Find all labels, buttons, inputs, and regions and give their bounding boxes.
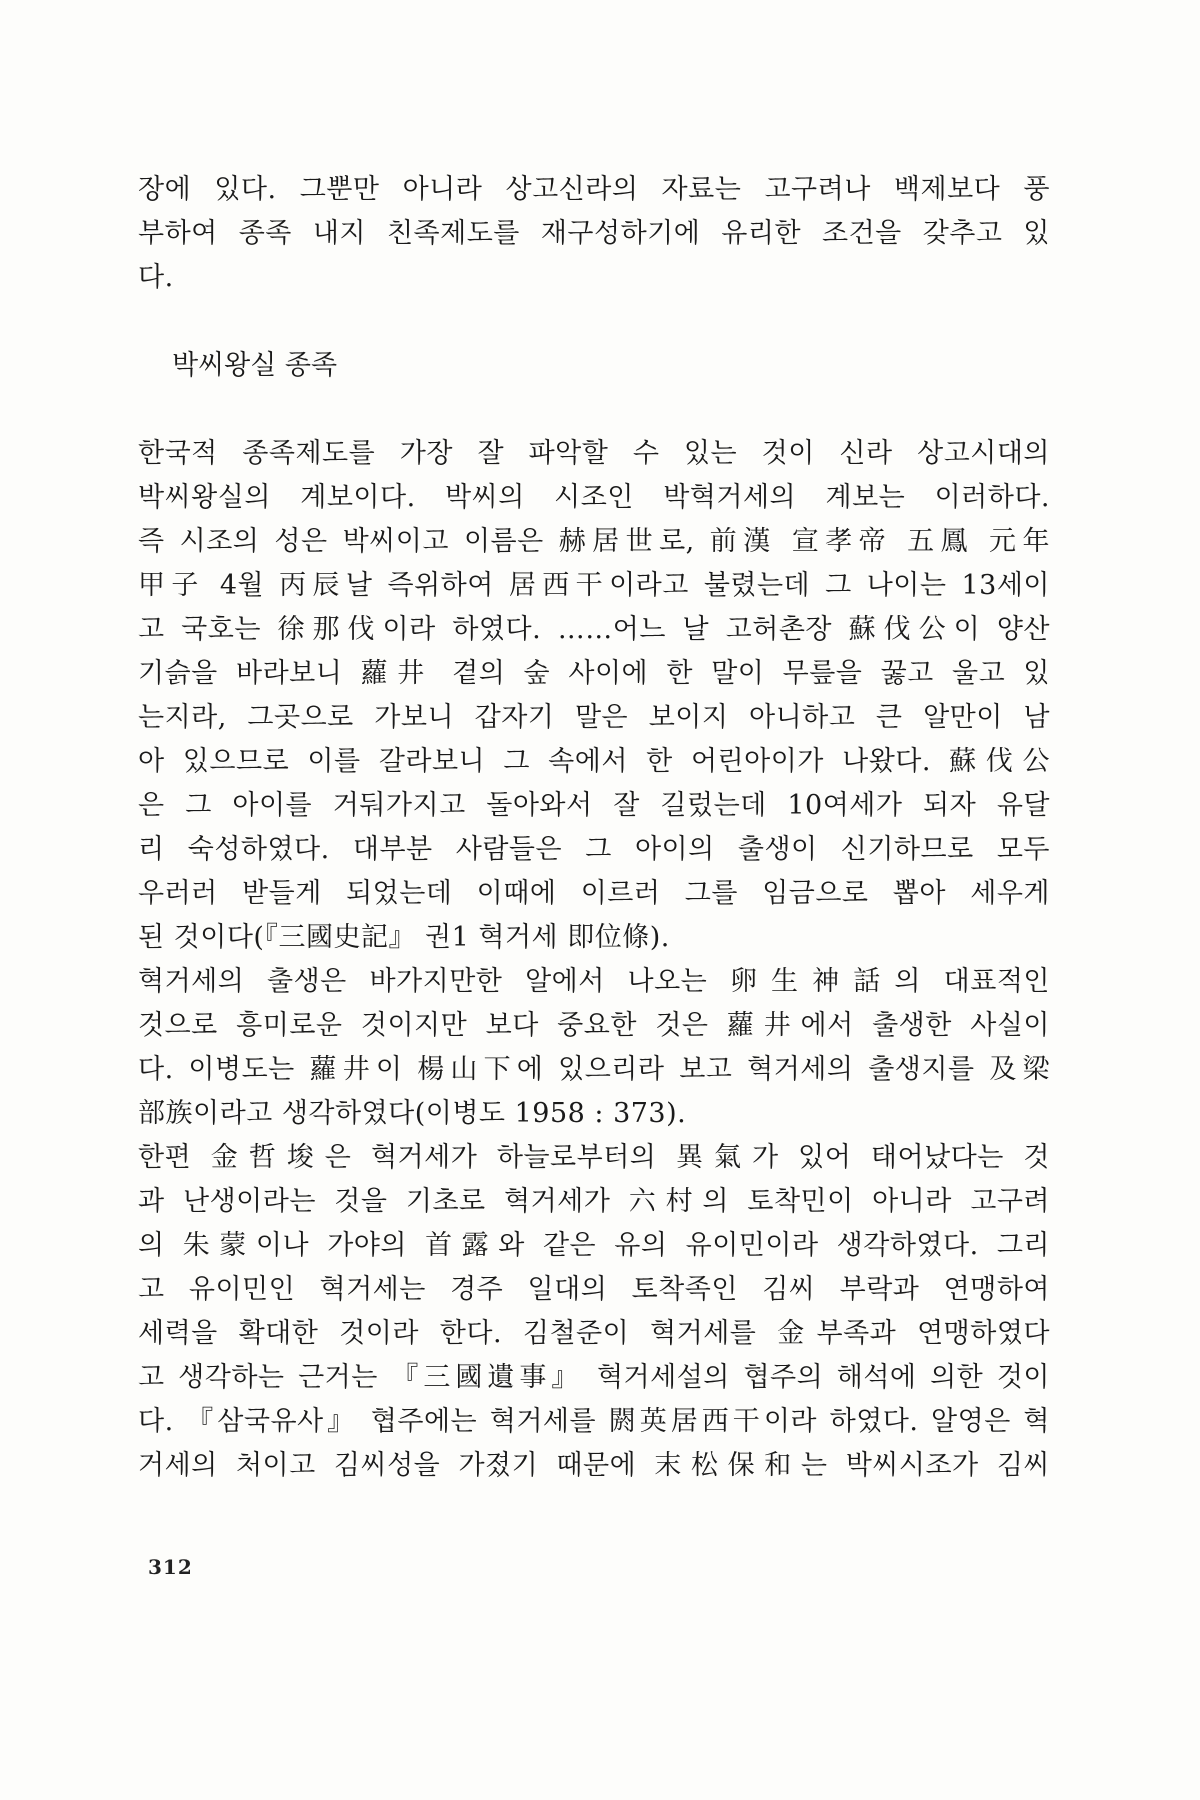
text-line: 부하여 종족 내지 친족제도를 재구성하기에 유리한 조건을 갖추고 있 — [138, 218, 1050, 249]
text-line: 고 국호는 徐那伐이라 하였다. ……어느 날 고허촌장 蘇伐公이 양산 — [138, 614, 1050, 645]
text-line: 는지라, 그곳으로 가보니 갑자기 말은 보이지 아니하고 큰 알만이 남 — [138, 702, 1050, 733]
text-line: 장에 있다. 그뿐만 아니라 상고신라의 자료는 고구려나 백제보다 풍 — [138, 174, 1050, 205]
text-line: 고 생각하는 근거는 『三國遺事』 혁거세설의 협주의 해석에 의한 것이 — [138, 1362, 1050, 1393]
text-line: 다. — [138, 262, 174, 293]
text-line: 거세의 처이고 김씨성을 가졌기 때문에 末松保和는 박씨시조가 김씨 — [138, 1450, 1050, 1481]
text-line: 기슭을 바라보니 蘿井 곁의 숲 사이에 한 말이 무릎을 꿇고 울고 있 — [138, 658, 1050, 689]
text-column — [138, 168, 1050, 1488]
text-line: 리 숙성하였다. 대부분 사람들은 그 아이의 출생이 신기하므로 모두 — [138, 834, 1050, 865]
text-line: 된 것이다(『三國史記』 권1 혁거세 即位條). — [138, 922, 670, 953]
text-line: 한국적 종족제도를 가장 잘 파악할 수 있는 것이 신라 상고시대의 — [138, 438, 1050, 469]
text-line: 다. 이병도는 蘿井이 楊山下에 있으리라 보고 혁거세의 출생지를 及梁 — [138, 1054, 1050, 1085]
text-line: 우러러 받들게 되었는데 이때에 이르러 그를 임금으로 뽑아 세우게 — [138, 878, 1050, 909]
text-line: 과 난생이라는 것을 기초로 혁거세가 六村의 토착민이 아니라 고구려 — [138, 1186, 1050, 1217]
paragraph-2 — [138, 960, 1050, 1136]
intro-paragraph — [138, 168, 1050, 300]
text-line: 은 그 아이를 거둬가지고 돌아와서 잘 길렀는데 10여세가 되자 유달 — [138, 790, 1050, 821]
text-line: 한편 金哲埈은 혁거세가 하늘로부터의 異氣가 있어 태어났다는 것 — [138, 1142, 1050, 1173]
text-line: 박씨왕실의 계보이다. 박씨의 시조인 박혁거세의 계보는 이러하다. — [138, 482, 1050, 513]
text-line: 甲子 4월 丙辰날 즉위하여 居西干이라고 불렸는데 그 나이는 13세이 — [138, 570, 1050, 601]
spacer — [138, 300, 1050, 344]
text-line: 즉 시조의 성은 박씨이고 이름은 赫居世로, 前漢 宣孝帝 五鳳 元年 — [138, 526, 1050, 557]
text-line: 다. 『삼국유사』 협주에는 혁거세를 閼英居西干이라 하였다. 알영은 혁 — [138, 1406, 1050, 1437]
text-line: 의 朱蒙이나 가야의 首露와 같은 유의 유이민이라 생각하였다. 그리 — [138, 1230, 1050, 1261]
text-line: 혁거세의 출생은 바가지만한 알에서 나오는 卵生神話의 대표적인 — [138, 966, 1050, 997]
text-line: 세력을 확대한 것이라 한다. 김철준이 혁거세를 金부족과 연맹하였다 — [138, 1318, 1050, 1349]
text-line: 것으로 흥미로운 것이지만 보다 중요한 것은 蘿井에서 출생한 사실이 — [138, 1010, 1050, 1041]
spacer — [138, 388, 1050, 432]
page-number: 312 — [148, 1555, 193, 1579]
paragraph-3 — [138, 1136, 1050, 1488]
text-line: 고 유이민인 혁거세는 경주 일대의 토착족인 김씨 부락과 연맹하여 — [138, 1274, 1050, 1305]
text-line: 아 있으므로 이를 갈라보니 그 속에서 한 어린아이가 나왔다. 蘇伐公 — [138, 746, 1050, 777]
section-heading: 박씨왕실 종족 — [172, 350, 338, 381]
text-line: 部族이라고 생각하였다(이병도 1958 : 373). — [138, 1098, 687, 1129]
paragraph-1 — [138, 432, 1050, 960]
